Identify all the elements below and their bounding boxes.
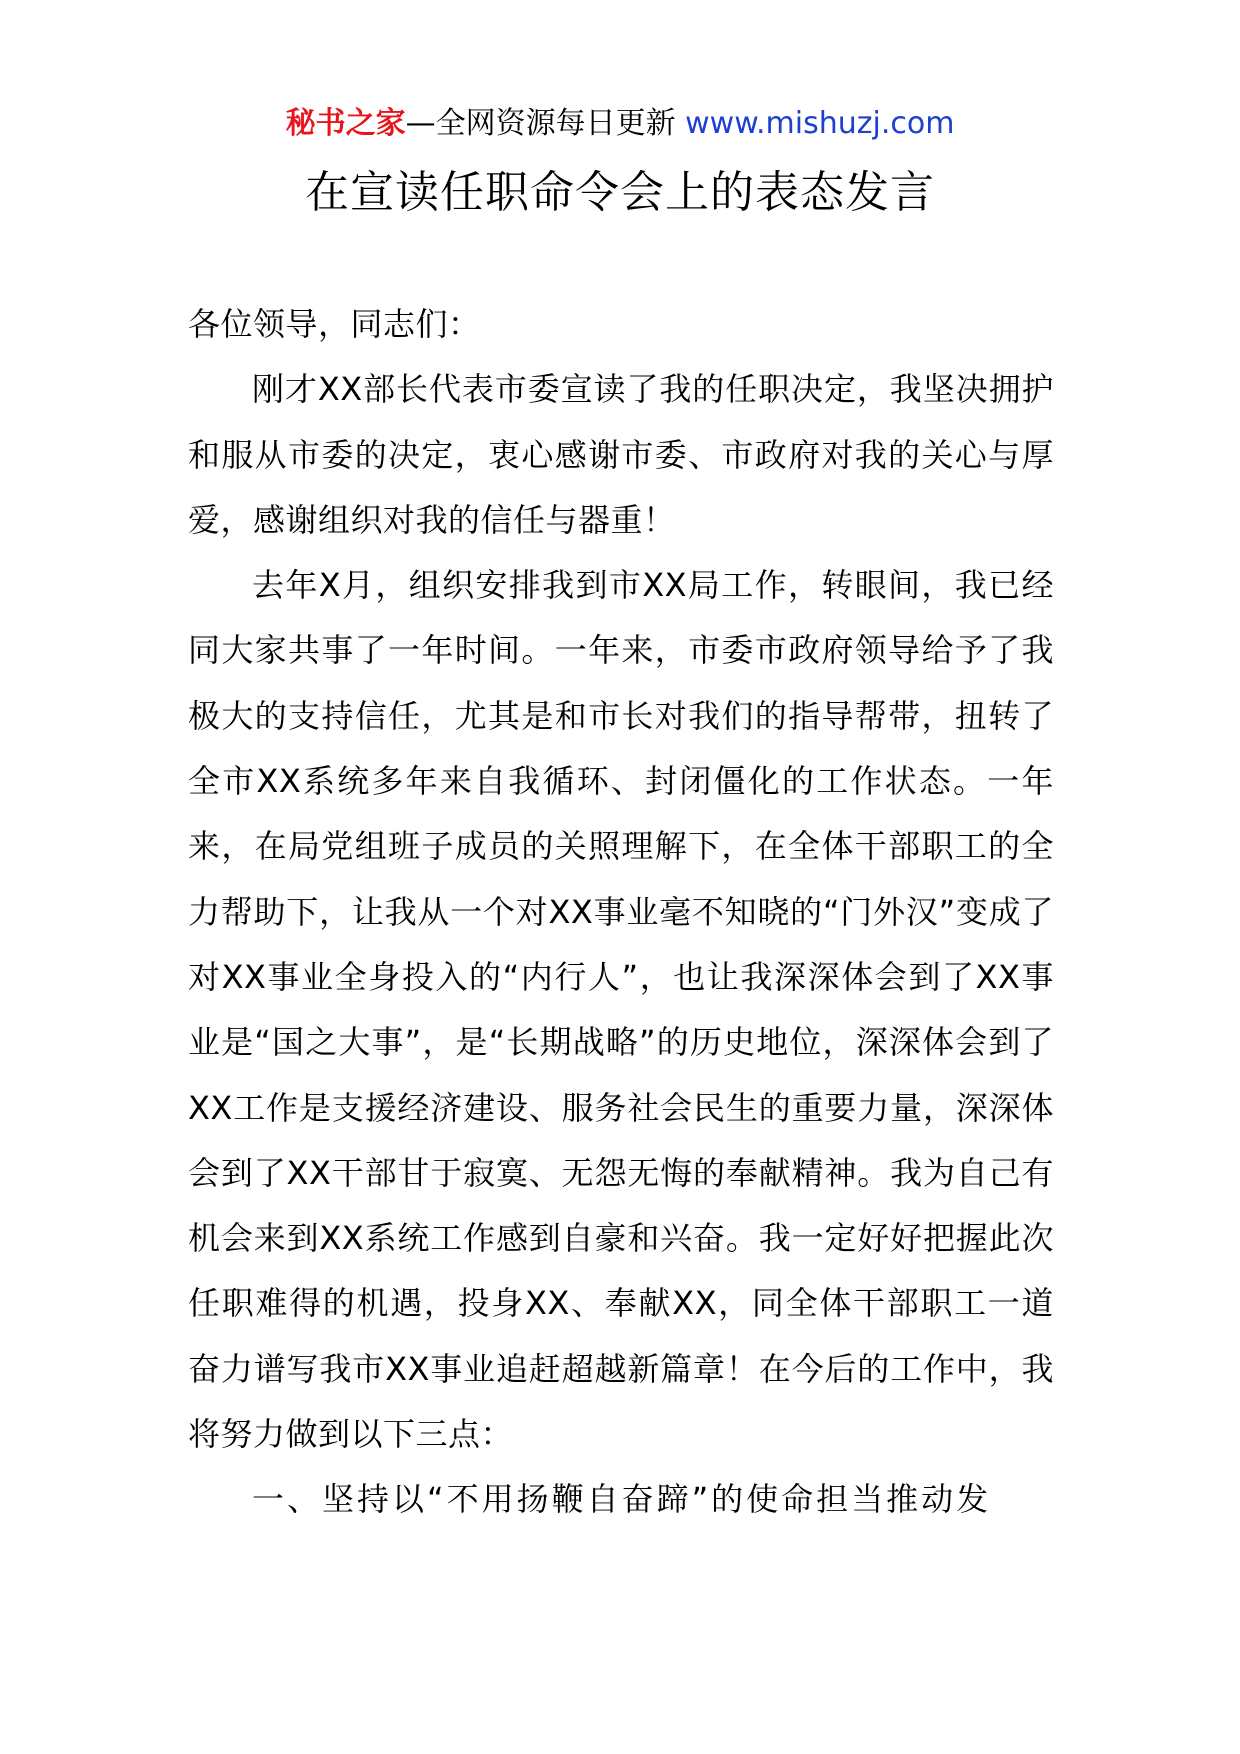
site-url-link[interactable]: www.mishuzj.com (685, 106, 955, 141)
site-brand: 秘书之家 (285, 106, 406, 141)
site-tagline: —全网资源每日更新 (405, 106, 686, 141)
paragraph-2: 去年X月，组织安排我到市XX局工作，转眼间，我已经同大家共事了一年时间。一年来，市委市政府领导给予了我极大的支持信任，尤其是和市长对我们的指导帮带，扭转了全市XX系统多年来自我循环、封闭僵化的工作状态。一年来，在局党组班子成员的关照理解下，在全体干部职工的全力帮助下，让我从一个对XX事业毫不知晓的“门外汉”变成了对XX事业全身投入的“内行人”，也让我深深体会到了XX事业是“国之大事”，是“长期战略”的历史地位，深深体会到了XX工作是支援经济建设、服务社会民生的重要力量，深深体会到了XX干部甘于寂寞、无怨无悔的奉献精神。我为自己有机会来到XX系统工作感到自豪和兴奋。我一定好好把握此次任职难得的机遇，投身XX、奉献XX，同全体干部职工一道奋力谱写我市XX事业追赶超越新篇章！在今后的工作中，我将努力做到以下三点： (188, 566, 1054, 1454)
section-heading-1: 一、坚持以“不用扬鞭自奋蹄”的使命担当推动发 (252, 1480, 992, 1519)
document-body (188, 292, 1054, 1533)
salutation: 各位领导，同志们： (188, 305, 481, 343)
document-title: 在宣读任职命令会上的表态发言 (305, 167, 935, 218)
paragraph-1: 刚才XX部长代表市委宣读了我的任职决定，我坚决拥护和服从市委的决定，衷心感谢市委、市政府对我的关心与厚爱，感谢组织对我的信任与器重！ (188, 370, 1054, 539)
site-banner (0, 104, 1240, 144)
